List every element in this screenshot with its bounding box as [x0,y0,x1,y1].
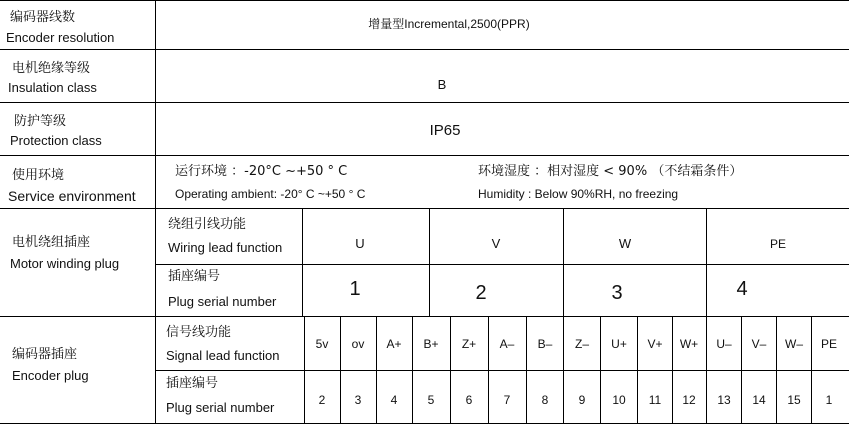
encoder-signal-cell: 5v [315,337,329,351]
col-divider [376,316,377,423]
winding-function-u: U [355,236,365,251]
row-divider [156,370,849,371]
operating-ambient-en: Operating ambient: -20° C ~+50 ° C [175,187,366,201]
signal-lead-function-label-cn: 信号线功能 [166,325,232,340]
winding-serial-1: 1 [349,278,361,300]
encoder-pin-cell: 1 [825,393,833,407]
motor-winding-plug-label-en: Motor winding plug [10,256,120,271]
encoder-pin-cell: 6 [465,393,473,407]
winding-function-pe: PE [769,237,787,251]
col-divider [741,316,742,423]
wiring-lead-function-label-cn: 绕组引线功能 [168,217,247,232]
service-environment-label-en: Service environment [8,188,136,204]
row-divider [0,49,849,50]
col-divider [526,316,527,423]
encoder-pin-cell: 13 [717,393,731,407]
insulation-class-label-en: Insulation class [8,80,97,95]
col-divider [811,316,812,423]
protection-class-label-en: Protection class [10,133,102,148]
humidity-en: Humidity : Below 90%RH, no freezing [478,187,679,201]
col-divider [706,316,707,423]
encoder-signal-cell: Z– [574,337,590,351]
encoder-pin-cell: 8 [541,393,549,407]
encoder-signal-cell: V– [751,337,767,351]
encoder-signal-cell: A– [499,337,515,351]
encoder-pin-cell: 11 [648,393,662,407]
encoder-pin-cell: 14 [752,393,766,407]
row-divider [156,264,849,265]
encoder-pin-cell: 5 [427,393,435,407]
encoder-signal-cell: U+ [611,337,627,351]
row-divider [0,155,849,156]
encoder-resolution-label-en: Encoder resolution [6,30,115,45]
encoder-pin-cell: 3 [354,393,362,407]
signal-lead-function-label-en: Signal lead function [166,348,280,363]
insulation-class-value: B [437,77,447,92]
col-divider [563,316,564,423]
winding-serial-2: 2 [475,282,487,304]
col-divider [429,208,430,316]
insulation-class-label-cn: 电机绝缘等级 [12,61,91,76]
encoder-plug-label-cn: 编码器插座 [12,347,78,362]
humidity-cn: 环境湿度 ：相对湿度 < 90% （不结霜条件） [478,164,743,179]
encoder-resolution-label-cn: 编码器线数 [10,10,76,25]
operating-ambient-cn: 运行环境 ：-20°C ~+50 ° C [175,164,348,179]
encoder-resolution-value: 增量型Incremental,2500(PPR) [368,17,530,31]
encoder-pin-cell: 2 [318,393,326,407]
col-divider [563,208,564,316]
encoder-pin-cell: 7 [503,393,511,407]
col-divider [706,208,707,316]
encoder-signal-cell: ov [351,337,365,351]
service-environment-label-cn: 使用环境 [12,168,65,183]
encoder-signal-cell: V+ [647,337,663,351]
row-divider [0,0,849,1]
winding-function-w: W [618,236,632,251]
encoder-signal-cell: W+ [679,337,699,351]
col-divider [488,316,489,423]
plug-serial-label-en: Plug serial number [168,294,277,309]
encoder-signal-cell: PE [820,337,838,351]
winding-serial-4: 4 [736,278,748,300]
row-divider [0,208,849,209]
col-divider [672,316,673,423]
wiring-lead-function-label-en: Wiring lead function [168,240,283,255]
col-divider [637,316,638,423]
col-divider [450,316,451,423]
protection-class-label-cn: 防护等级 [14,114,67,129]
col-divider [412,316,413,423]
encoder-signal-cell: B– [537,337,553,351]
row-divider [0,102,849,103]
row-divider [0,316,849,317]
col-divider [302,208,303,316]
encoder-signal-cell: W– [785,337,803,351]
col-divider [776,316,777,423]
col-divider [304,316,305,423]
winding-function-v: V [491,236,501,251]
motor-winding-plug-label-cn: 电机绕组插座 [12,235,91,250]
col-divider [340,316,341,423]
encoder-signal-cell: A+ [386,337,402,351]
protection-class-value: IP65 [429,122,461,139]
plug-serial-label-cn: 插座编号 [168,269,221,284]
encoder-pin-cell: 9 [578,393,586,407]
encoder-plug-label-en: Encoder plug [12,368,89,383]
col-divider [600,316,601,423]
encoder-signal-cell: Z+ [461,337,477,351]
encoder-signal-cell: B+ [423,337,439,351]
encoder-serial-label-cn: 插座编号 [166,376,219,391]
winding-serial-3: 3 [611,282,623,304]
encoder-pin-cell: 10 [612,393,626,407]
encoder-pin-cell: 15 [787,393,801,407]
encoder-pin-cell: 4 [390,393,398,407]
encoder-serial-label-en: Plug serial number [166,400,275,415]
encoder-pin-cell: 12 [682,393,696,407]
col-divider [155,0,156,424]
encoder-signal-cell: U– [716,337,732,351]
